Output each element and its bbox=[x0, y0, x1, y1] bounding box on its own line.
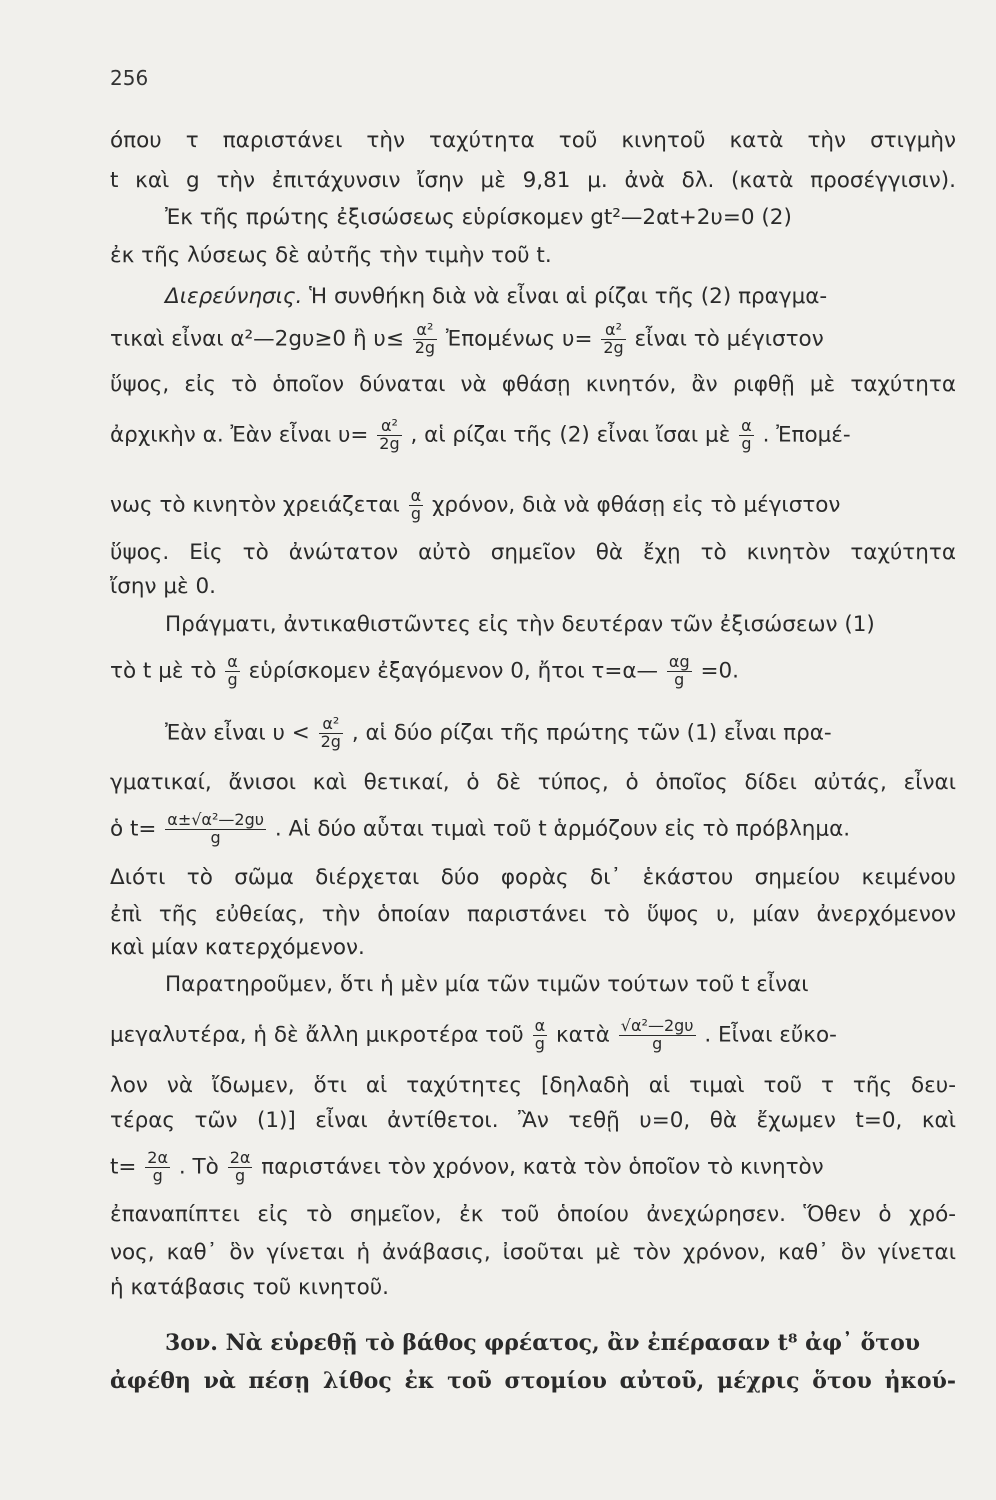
text-span: Ἐὰν εἶναι υ < bbox=[165, 720, 310, 746]
text-line bbox=[110, 812, 956, 847]
text-span: νως τὸ κινητὸν χρειάζεται bbox=[110, 492, 400, 518]
text-line bbox=[110, 654, 956, 689]
fraction: $\frac{\text{α²}}{2g}$ bbox=[414, 320, 436, 357]
text-span: τὸ t μὲ τὸ bbox=[110, 658, 217, 684]
problem-heading: 3ον. Νὰ εὑρεθῇ τὸ βάθος φρέατος, ἂν ἐπέρασαν t⁸ ἀφ᾽ ὅτου bbox=[165, 1330, 921, 1356]
text-line: Ἐκ τῆς πρώτης ἐξισώσεως εὑρίσκομεν gt²—2αt+2υ=0 (2) bbox=[165, 205, 792, 230]
text-line bbox=[110, 716, 956, 751]
text-line: Παρατηροῦμεν, ὅτι ἡ μὲν μία τῶν τιμῶν τούτων τοῦ t εἶναι bbox=[165, 972, 809, 997]
fraction: $\frac{\text{α²}}{2g}$ bbox=[603, 320, 624, 357]
fraction: $\frac{\alpha g}{g}$ bbox=[668, 652, 690, 689]
text-line: όπου τ παριστάνει τὴν ταχύτητα τοῦ κινητοῦ κατὰ τὴν στιγμὴν bbox=[110, 128, 956, 153]
text-line: τέρας τῶν (1)] εἶναι ἀντίθετοι. Ἂν τεθῇ υ=0, θὰ ἔχωμεν t=0, καὶ bbox=[110, 1108, 956, 1133]
text-span: =0. bbox=[700, 658, 739, 684]
fraction: $\frac{\text{α²}}{2g}$ bbox=[320, 714, 341, 751]
text-span: , αἱ δύο ρίζαι τῆς πρώτης τῶν (1) εἶναι πρα- bbox=[351, 720, 832, 746]
text-span: t= bbox=[110, 1154, 137, 1180]
text-line: Πράγματι, ἀντικαθιστῶντες εἰς τὴν δευτέραν τῶν ἐξισώσεων (1) bbox=[165, 612, 875, 637]
text-span: ἀρχικὴν α. Ἐὰν εἶναι υ= bbox=[110, 422, 369, 448]
text-span: κατὰ bbox=[555, 1022, 610, 1048]
text-span: μεγαλυτέρα, ἡ δὲ ἄλλη μικροτέρα τοῦ bbox=[110, 1022, 524, 1048]
text-line: t καὶ g τὴν ἐπιτάχυνσιν ἴσην μὲ 9,81 μ. ἀνὰ δλ. (κατὰ προσέγγισιν). bbox=[110, 168, 956, 193]
fraction: $\frac{\alpha}{g}$ bbox=[227, 652, 238, 689]
text-span: ὁ t= bbox=[110, 816, 157, 842]
fraction: $\frac{\alpha}{g}$ bbox=[741, 416, 752, 453]
text-span: . Εἶναι εὔκο- bbox=[704, 1022, 837, 1048]
fraction: $\frac{\alpha}{g}$ bbox=[534, 1016, 546, 1053]
text-span: Ἡ συνθήκη διὰ νὰ εἶναι αἱ ρίζαι τῆς (2) πραγμα- bbox=[309, 284, 828, 309]
text-line: ἴσην μὲ 0. bbox=[110, 574, 217, 599]
text-line: λον νὰ ἴδωμεν, ὅτι αἱ ταχύτητες [δηλαδὴ αἱ τιμαὶ τοῦ τ τῆς δευ- bbox=[110, 1073, 956, 1098]
text-span: . Τὸ bbox=[178, 1154, 219, 1180]
page-number: 256 bbox=[110, 66, 149, 90]
text-span: , αἱ ρίζαι τῆς (2) εἶναι ἴσαι μὲ bbox=[410, 422, 731, 448]
text-line: ὕψος. Εἰς τὸ ἀνώτατον αὐτὸ σημεῖον θὰ ἔχῃ τὸ κινητὸν ταχύτητα bbox=[110, 540, 956, 565]
text-span: χρόνον, διὰ νὰ φθάσῃ εἰς τὸ μέγιστον bbox=[432, 492, 841, 518]
text-line: γματικαί, ἄνισοι καὶ θετικαί, ὁ δὲ τύπος, ὁ ὁποῖος δίδει αὐτάς, εἶναι bbox=[110, 770, 956, 795]
text-line bbox=[110, 1018, 956, 1053]
text-line: νος, καθ᾽ ὃν γίνεται ἡ ἀνάβασις, ἰσοῦται μὲ τὸν χρόνον, καθ᾽ ὃν γίνεται bbox=[110, 1240, 956, 1265]
text-line bbox=[110, 322, 956, 357]
text-span: τικαὶ εἶναι α²—2gυ≥0 ἢ υ≤ bbox=[110, 326, 404, 352]
section-heading: Διερεύνησις. bbox=[165, 284, 303, 309]
text-span: παριστάνει τὸν χρόνον, κατὰ τὸν ὁποῖον τὸ κινητὸν bbox=[261, 1154, 824, 1180]
fraction: $\frac{2\alpha}{g}$ bbox=[147, 1148, 169, 1185]
text-line: καὶ μίαν κατερχόμενον. bbox=[110, 935, 365, 960]
fraction: $\frac{\text{α±√α²—2gυ}}{g}$ bbox=[167, 810, 264, 847]
problem-text: ἀφέθη νὰ πέσῃ λίθος ἐκ τοῦ στομίου αὐτοῦ, μέχρις ὅτου ἠκού- bbox=[110, 1368, 956, 1394]
text-line: ὕψος, εἰς τὸ ὁποῖον δύναται νὰ φθάσῃ κινητόν, ἂν ριφθῇ μὲ ταχύτητα bbox=[110, 372, 956, 397]
text-line bbox=[110, 284, 956, 311]
text-span: . Αἱ δύο αὗται τιμαὶ τοῦ t ἁρμόζουν εἰς τὸ πρόβλημα. bbox=[274, 816, 851, 842]
text-span: εὑρίσκομεν ἐξαγόμενον 0, ἤτοι τ=α— bbox=[248, 658, 659, 684]
fraction: $\frac{\text{√α²—2gυ}}{g}$ bbox=[620, 1016, 694, 1053]
text-line: Διότι τὸ σῶμα διέρχεται δύο φορὰς δι᾽ ἑκάστου σημείου κειμένου bbox=[110, 865, 956, 890]
fraction: $\frac{2\alpha}{g}$ bbox=[229, 1148, 251, 1185]
text-line: ἐκ τῆς λύσεως δὲ αὐτῆς τὴν τιμὴν τοῦ t. bbox=[110, 243, 552, 268]
text-span: Ἐπομένως υ= bbox=[445, 326, 593, 352]
text-line bbox=[110, 488, 956, 523]
text-span: εἶναι τὸ μέγιστον bbox=[634, 326, 824, 352]
text-span: . Ἐπομέ- bbox=[762, 422, 851, 448]
text-line: ἐπαναπίπτει εἰς τὸ σημεῖον, ἐκ τοῦ ὁποίου ἀνεχώρησεν. Ὅθεν ὁ χρό- bbox=[110, 1202, 956, 1227]
fraction: $\frac{\text{α²}}{2g}$ bbox=[379, 416, 400, 453]
text-line bbox=[110, 1150, 956, 1185]
text-line bbox=[110, 418, 956, 453]
text-line: ἐπὶ τῆς εὐθείας, τὴν ὁποίαν παριστάνει τὸ ὕψος υ, μίαν ἀνερχόμενον bbox=[110, 902, 956, 927]
text-line: ἡ κατάβασις τοῦ κινητοῦ. bbox=[110, 1275, 389, 1300]
fraction: $\frac{\alpha}{g}$ bbox=[410, 486, 422, 523]
